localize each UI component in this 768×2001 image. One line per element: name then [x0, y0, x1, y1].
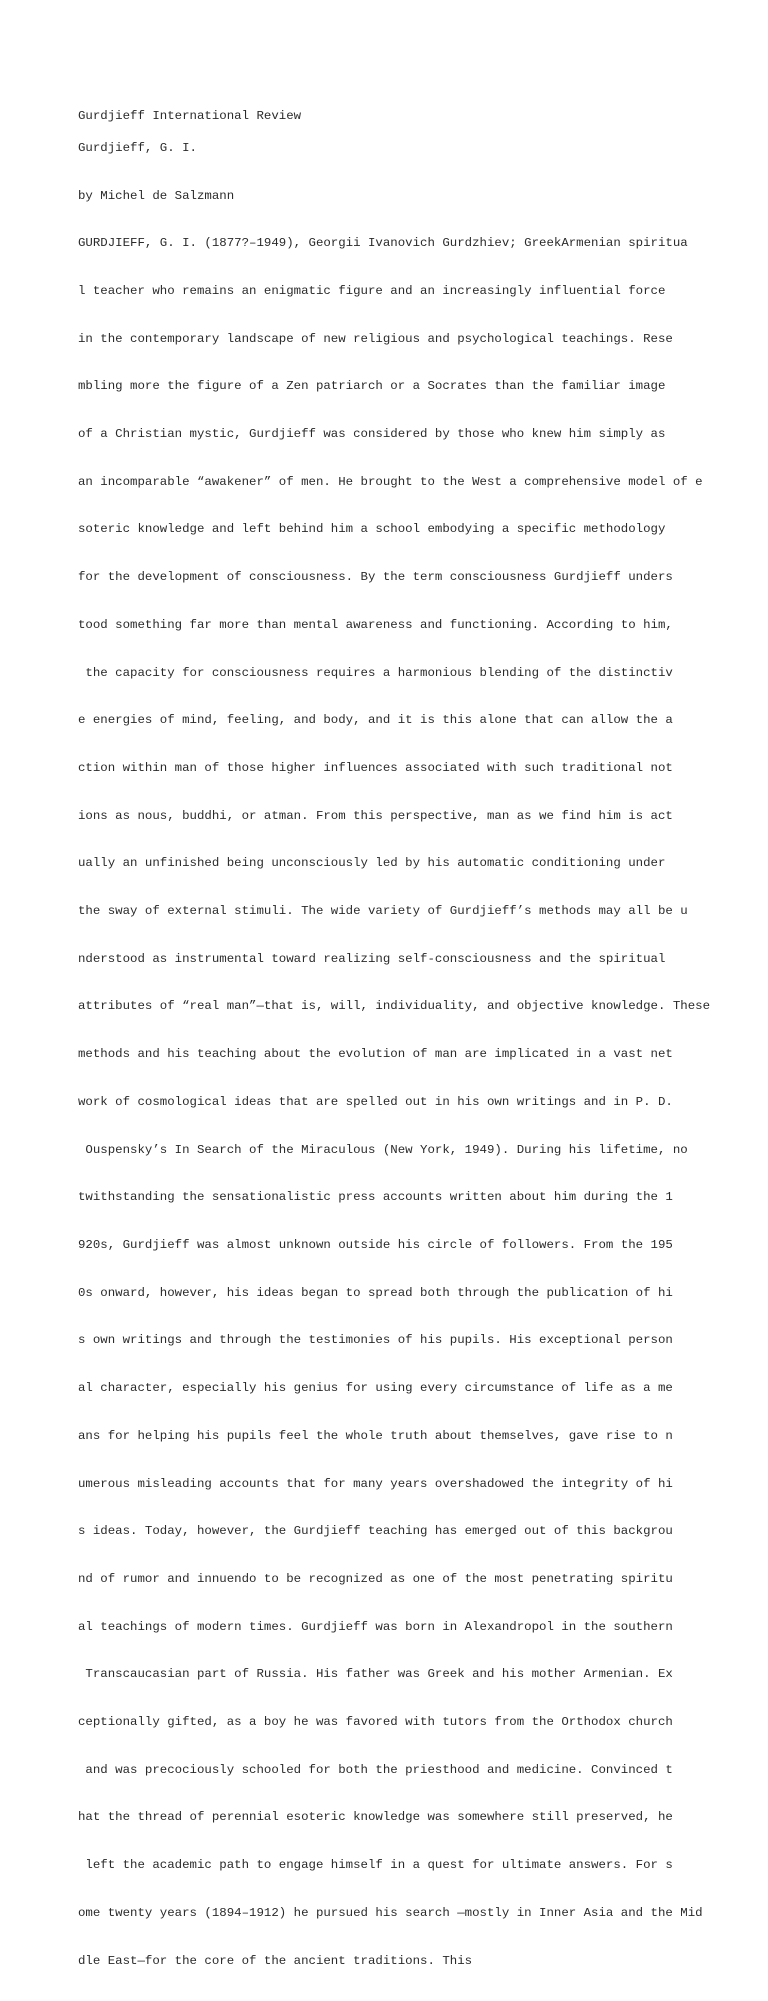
body-line: attributes of “real man”—that is, will, individuality, and objective knowledge. These [78, 999, 711, 1014]
body-line: methods and his teaching about the evolution of man are implicated in a vast net [78, 1047, 673, 1062]
body-line: 0s onward, however, his ideas began to spread both through the publication of hi [78, 1285, 673, 1300]
body-line: soteric knowledge and left behind him a school embodying a specific methodology [78, 522, 666, 537]
body-line: Transcaucasian part of Russia. His father was Greek and his mother Armenian. Ex [78, 1667, 673, 1682]
body-line: ually an unfinished being unconsciously led by his automatic conditioning under [78, 856, 666, 871]
body-line: twithstanding the sensationalistic press accounts written about him during the 1 [78, 1190, 673, 1205]
body-line: in the contemporary landscape of new religious and psychological teachings. Rese [78, 331, 673, 346]
body-line: nd of rumor and innuendo to be recognized as one of the most penetrating spiritu [78, 1571, 673, 1586]
body-line: ceptionally gifted, as a boy he was favored with tutors from the Orthodox church [78, 1715, 673, 1730]
body-line: for the development of consciousness. By the term consciousness Gurdjieff unders [78, 570, 673, 585]
body-line: the capacity for consciousness requires a harmonious blending of the distinctiv [78, 665, 673, 680]
body-line: ans for helping his pupils feel the whole truth about themselves, gave rise to n [78, 1428, 673, 1443]
body-line: the sway of external stimuli. The wide variety of Gurdjieff’s methods may all be u [78, 904, 688, 919]
body-line: of a Christian mystic, Gurdjieff was considered by those who knew him simply as [78, 427, 666, 442]
body-line: ction within man of those higher influences associated with such traditional not [78, 760, 673, 775]
body-line: an incomparable “awakener” of men. He brought to the West a comprehensive model of e [78, 474, 703, 489]
publication-title-text: Gurdjieff International Review [78, 108, 302, 123]
body-line: al teachings of modern times. Gurdjieff was born in Alexandropol in the southern [78, 1619, 673, 1634]
body-line: and was precociously schooled for both the priesthood and medicine. Convinced t [78, 1762, 673, 1777]
body-line: mbling more the figure of a Zen patriarch or a Socrates than the familiar image [78, 379, 666, 394]
body-line: s ideas. Today, however, the Gurdjieff teaching has emerged out of this backgrou [78, 1524, 673, 1539]
body-line: e energies of mind, feeling, and body, and it is this alone that can allow the a [78, 713, 673, 728]
byline: by Michel de Salzmann [78, 188, 235, 203]
body-line: ions as nous, buddhi, or atman. From this perspective, man as we find him is act [78, 808, 673, 823]
body-line: ome twenty years (1894–1912) he pursued his search —mostly in Inner Asia and the Mid [78, 1905, 703, 1920]
article-title: Gurdjieff, G. I. [78, 140, 197, 155]
body-line: al character, especially his genius for using every circumstance of life as a me [78, 1381, 673, 1396]
body-line: hat the thread of perennial esoteric knowledge was somewhere still preserved, he [78, 1810, 673, 1825]
body-line: s own writings and through the testimonies of his pupils. His exceptional person [78, 1333, 673, 1348]
body-line: umerous misleading accounts that for many years overshadowed the integrity of hi [78, 1476, 673, 1491]
body-line: nderstood as instrumental toward realizing self-consciousness and the spiritual [78, 951, 666, 966]
body-line: l teacher who remains an enigmatic figure and an increasingly influential force [78, 283, 666, 298]
body-line: work of cosmological ideas that are spelled out in his own writings and in P. D. [78, 1094, 673, 1109]
body-line: GURDJIEFF, G. I. (1877?–1949), Georgii Ivanovich Gurdzhiev; GreekArmenian spiritua [78, 236, 688, 251]
body-line: left the academic path to engage himself in a quest for ultimate answers. For s [78, 1858, 673, 1873]
body-line: 920s, Gurdjieff was almost unknown outside his circle of followers. From the 195 [78, 1237, 673, 1252]
article-body [78, 109, 710, 2001]
body-line: dle East—for the core of the ancient traditions. This [78, 1953, 473, 1968]
body-line: tood something far more than mental awareness and functioning. According to him, [78, 617, 673, 632]
body-line: Ouspensky’s In Search of the Miraculous (New York, 1949). During his lifetime, no [78, 1142, 688, 1157]
